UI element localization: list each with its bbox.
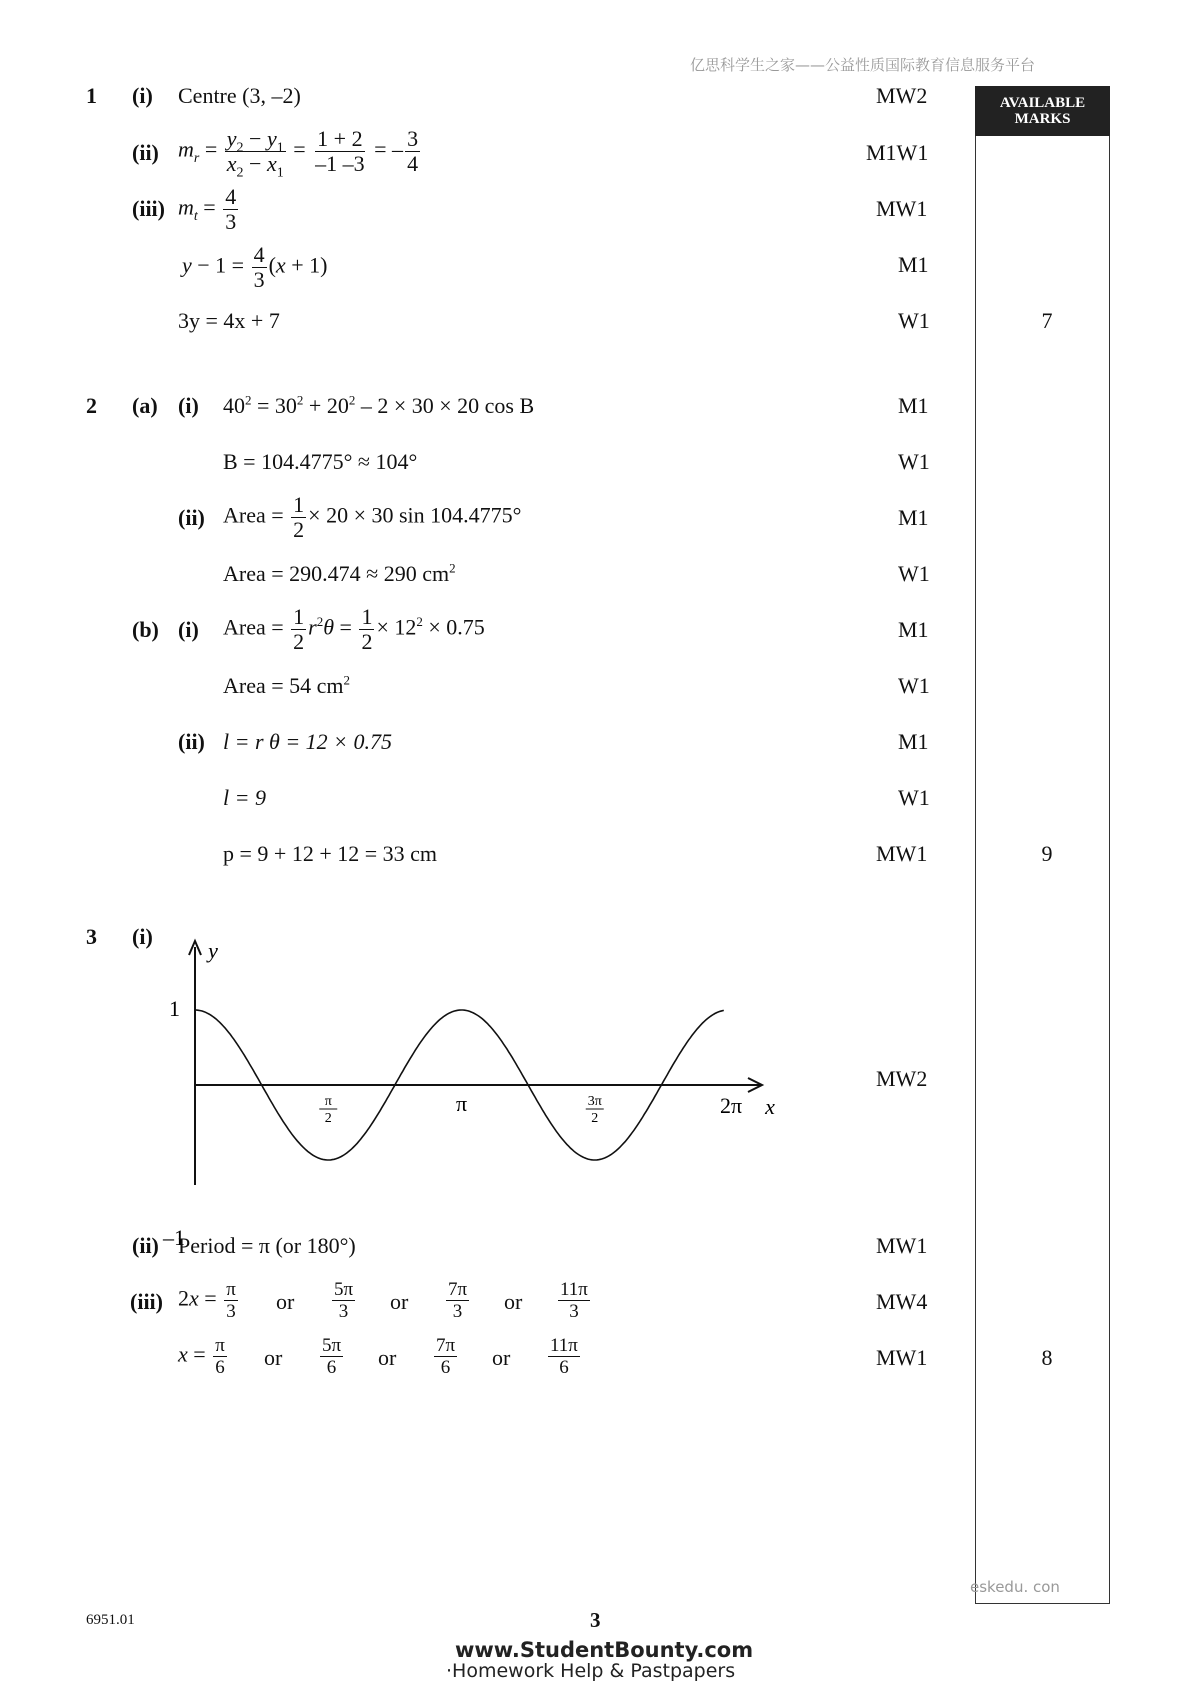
watermark-right: eskedu. con xyxy=(970,1578,1060,1596)
y-tick-minus-1: –1 xyxy=(163,1225,185,1250)
q2-bii-line2-mark: W1 xyxy=(898,785,930,810)
q2-area-triangle-result: Area = 290.474 ≈ 290 $cm^2$ xyxy=(223,560,456,586)
q1-ii-mark: M1W1 xyxy=(866,140,929,165)
q3-part-ii-label: (ii) xyxy=(132,1233,159,1258)
q2-part-bi-label: (i) xyxy=(178,617,199,642)
q2-cosine-rule: $40^2 = 30^2 + 20^2 - 2 \times 30 \times 20$ cos B xyxy=(223,392,535,418)
q3-2x-sol-3: $\frac{7\pi}{3}$ xyxy=(448,1279,468,1322)
q2-bi-line1-mark: M1 xyxy=(898,617,929,642)
q3-x-or-2: or xyxy=(378,1345,397,1370)
q1-part-i-label: (i) xyxy=(132,83,153,108)
q2-sector-area-formula: Area = $\frac{1}{2}$ $r^2\theta$ = $\frac{1}{2}$ × $12^2 \times 0.75$ xyxy=(223,604,485,654)
q2-bii-line3-mark: MW1 xyxy=(876,841,928,866)
question-2-number: 2 xyxy=(86,393,97,418)
svg-text:3π: 3π xyxy=(587,1094,602,1109)
available-marks-heading: AVAILABLE MARKS xyxy=(975,86,1110,136)
q1-final-equation: 3y = 4x + 7 xyxy=(178,308,280,333)
watermark-header: 亿思科学生之家——公益性质国际教育信息服务平台 xyxy=(690,56,1036,74)
q3-iii-line2-mark: MW1 xyxy=(876,1345,928,1370)
x-axis-label: x xyxy=(765,1094,775,1119)
graph-axes xyxy=(189,941,762,1185)
q2-arc-length-formula: l = r θ = 12 × 0.75 xyxy=(223,729,393,754)
y-axis-label: y xyxy=(208,938,218,963)
q3-2x-sol-4: $\frac{11\pi}{3}$ xyxy=(560,1279,588,1322)
q2-area-triangle-formula: Area = $\frac{1}{2}$ × 20 × 30 sin 104.4775° xyxy=(223,492,522,542)
q3-x-or-3: or xyxy=(492,1345,511,1370)
paper-code: 6951.01 xyxy=(86,1612,135,1628)
q2-arc-length-result: l = 9 xyxy=(223,785,266,810)
q3-i-mark: MW2 xyxy=(876,1066,928,1091)
x-tick-3pi-over-2 xyxy=(586,1094,604,1126)
q3-or-2: or xyxy=(390,1289,409,1314)
q1-tangent-gradient: $m_t$ = $\frac{4}{3}$ xyxy=(178,184,237,234)
x-tick-pi-over-2 xyxy=(319,1094,337,1126)
q2-aii-line2-mark: W1 xyxy=(898,561,930,586)
q3-x-solutions: x = $\frac{\pi}{6}$ xyxy=(178,1335,225,1378)
q1-iii-mark: MW1 xyxy=(876,196,928,221)
q2-angle-b: B = 104.4775° ≈ 104° xyxy=(223,449,418,474)
svg-text:2: 2 xyxy=(324,1111,332,1126)
q1-part-iii-label: (iii) xyxy=(132,196,165,221)
q1-total-marks: 7 xyxy=(1041,308,1053,333)
q2-aii-line1-mark: M1 xyxy=(898,505,929,530)
q2-part-ai-label: (i) xyxy=(178,393,199,418)
q1-tangent-equation: y − 1 = $\frac{4}{3}$ (x + 1) xyxy=(182,242,328,292)
q2-bi-line2-mark: W1 xyxy=(898,673,930,698)
q2-part-b-label: (b) xyxy=(132,617,159,642)
q3-total-marks: 8 xyxy=(1041,1345,1053,1370)
q3-x-sol-2: $\frac{5\pi}{6}$ xyxy=(322,1335,342,1378)
q3-x-sol-3: $\frac{7\pi}{6}$ xyxy=(436,1335,456,1378)
q2-part-bii-label: (ii) xyxy=(178,729,205,754)
x-tick-pi: π xyxy=(455,1091,468,1116)
question-3-number: 3 xyxy=(86,924,97,949)
q2-sector-area-result: Area = 54 $cm^2$ xyxy=(223,672,351,698)
q1-part-i-text: Centre (3, –2) xyxy=(178,83,301,108)
q1-i-mark: MW2 xyxy=(876,83,928,108)
page-number: 3 xyxy=(590,1608,601,1632)
q2-ai-line2-mark: W1 xyxy=(898,449,930,474)
svg-text:π: π xyxy=(324,1094,332,1109)
svg-text:2: 2 xyxy=(591,1111,599,1126)
q1-line5-mark: W1 xyxy=(898,308,930,333)
q2-part-a-label: (a) xyxy=(132,393,158,418)
q3-x-sol-4: $\frac{11\pi}{6}$ xyxy=(550,1335,578,1378)
q3-ii-mark: MW1 xyxy=(876,1233,928,1258)
q2-bii-line1-mark: M1 xyxy=(898,729,929,754)
q3-part-iii-label: (iii) xyxy=(130,1289,163,1314)
q3-part-i-label: (i) xyxy=(132,924,153,949)
question-1-number: 1 xyxy=(86,83,97,108)
studentbounty-url: www.StudentBounty.com xyxy=(455,1638,754,1662)
q3-or-1: or xyxy=(276,1289,295,1314)
studentbounty-tagline: ·Homework Help & Pastpapers xyxy=(446,1660,736,1682)
q3-iii-mark: MW4 xyxy=(876,1289,928,1314)
q1-line4-mark: M1 xyxy=(898,252,929,277)
q2-ai-line1-mark: M1 xyxy=(898,393,929,418)
q3-or-3: or xyxy=(504,1289,523,1314)
q2-part-aii-label: (ii) xyxy=(178,505,205,530)
q3-2x-solutions: 2x = $\frac{\pi}{3}$ xyxy=(178,1279,236,1322)
q3-period: Period = π (or 180°) xyxy=(178,1233,356,1258)
y-tick-1: 1 xyxy=(169,996,180,1021)
x-tick-2pi: 2π xyxy=(719,1093,743,1118)
q1-part-ii-label: (ii) xyxy=(132,140,159,165)
q3-2x-sol-2: $\frac{5\pi}{3}$ xyxy=(334,1279,354,1322)
q2-total-marks: 9 xyxy=(1041,841,1053,866)
q3-x-or-1: or xyxy=(264,1345,283,1370)
q1-gradient-formula: $m_r$ = $\frac{y_2 - y_1}{x_2 - x_1}$ = $\frac{1 + 2}{-1 -3}$ = – $\frac{3}{4}$ xyxy=(178,126,419,181)
q2-perimeter: p = 9 + 12 + 12 = 33 cm xyxy=(223,841,438,866)
